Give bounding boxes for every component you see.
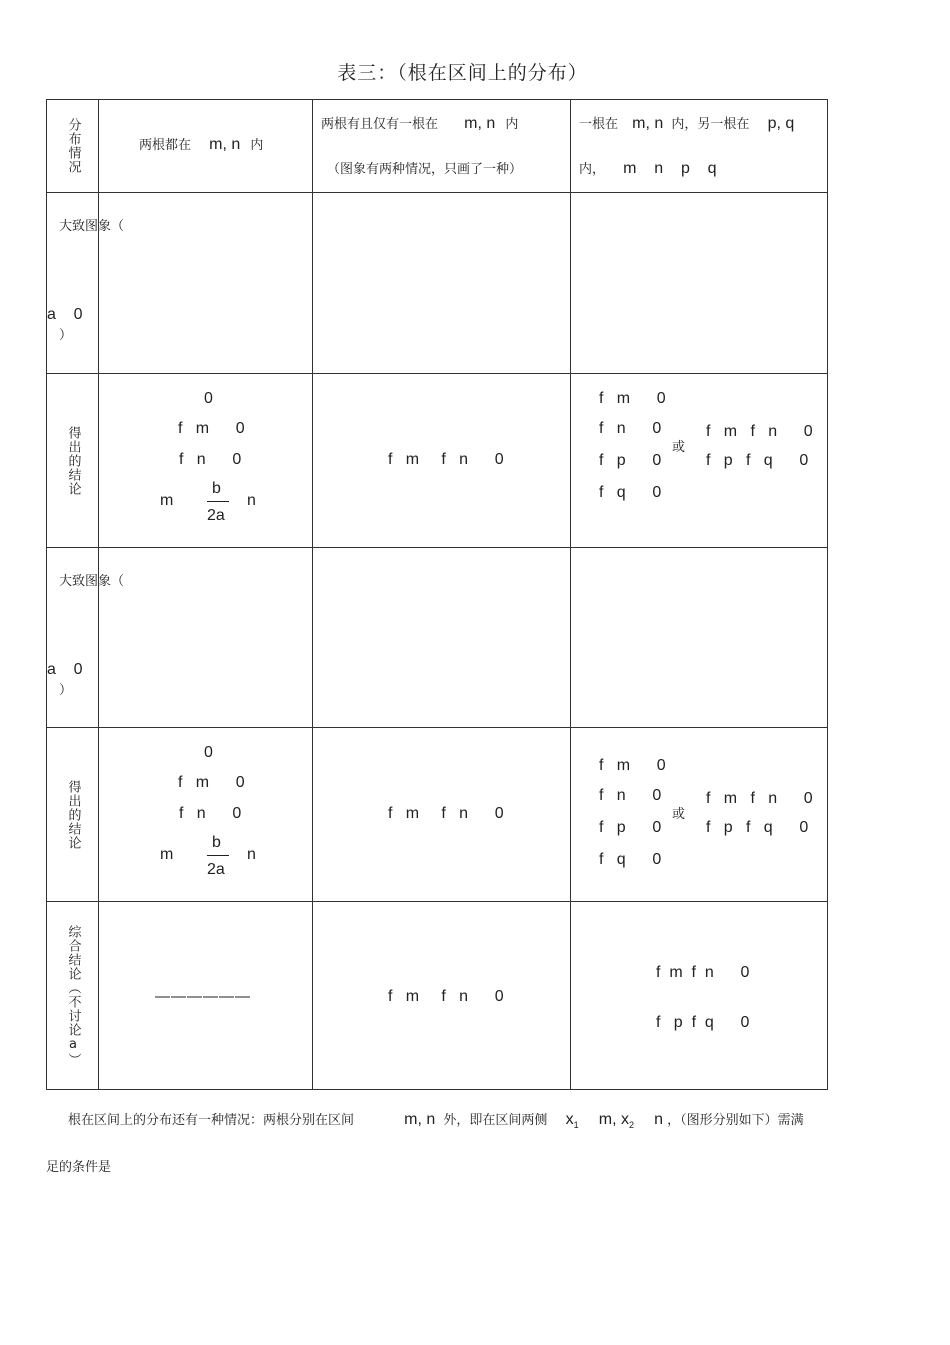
- fq-condition: f q 0: [599, 851, 662, 868]
- vertex-left-bound: m: [160, 492, 174, 509]
- header-one-in-line2: （图象有两种情况，只画了一种）: [327, 162, 523, 177]
- fn-condition: f n 0: [599, 420, 662, 437]
- summary-one-each: [571, 902, 828, 1090]
- graph-negative-close: ）: [59, 683, 73, 698]
- graph-row-negative: [47, 548, 828, 728]
- graph-positive-close: ）: [59, 328, 73, 343]
- graph-positive-one-each: [571, 193, 828, 374]
- conclusion-positive-label-cell: [47, 374, 99, 548]
- graph-positive-label: 大致图象（: [59, 219, 125, 234]
- conclusion-negative-label-cell: [47, 728, 99, 902]
- conclusion-row-negative: [47, 728, 828, 902]
- graph-negative-one-each: [571, 548, 828, 728]
- graph-positive-one-in: [313, 193, 571, 374]
- header-one-in-line1: 两根有且仅有一根在 m, n 内: [321, 115, 519, 132]
- page-title: 表三：（根在区间上的分布）: [337, 62, 588, 84]
- conclusion-positive-one-in: [313, 374, 571, 548]
- conclusion-negative-both-in: [99, 728, 313, 902]
- fp-condition: f p 0: [599, 452, 662, 469]
- delta-condition: 0: [204, 390, 213, 407]
- vertex-right-bound: n: [247, 492, 256, 509]
- delta-condition: 0: [204, 744, 213, 761]
- header-both-in-cell: [99, 100, 313, 193]
- conclusion-row-positive: [47, 374, 828, 548]
- conclusion-negative-one-each: [571, 728, 828, 902]
- header-one-each-line2: 内， m n p q: [579, 160, 717, 177]
- graph-negative-one-in: [313, 548, 571, 728]
- vertex-fraction-denominator: 2a: [207, 507, 225, 524]
- fm-condition: f m 0: [178, 774, 245, 791]
- vertex-right-bound: n: [247, 846, 256, 863]
- conclusion-negative-one-in: [313, 728, 571, 902]
- header-one-each-line1: 一根在 m, n 内，另一根在 p, q: [579, 115, 795, 132]
- summary-label-cell: [47, 902, 99, 1090]
- graph-negative-label: 大致图象（: [59, 574, 125, 589]
- product-pq-condition: f p f q 0: [706, 452, 809, 469]
- fraction-bar: [207, 855, 229, 856]
- footer-paragraph-line2: 足的条件是: [46, 1160, 112, 1175]
- fp-condition: f p 0: [599, 819, 662, 836]
- header-row: [47, 100, 828, 193]
- header-distribution-label: 分布情况: [65, 118, 81, 174]
- or-separator: 或: [672, 807, 686, 822]
- summary-both-in: [99, 902, 313, 1090]
- fq-condition: f q 0: [599, 484, 662, 501]
- fraction-bar: [207, 501, 229, 502]
- product-condition: f m f n 0: [388, 805, 504, 822]
- summary-one-in: [313, 902, 571, 1090]
- graph-negative-both-in: [99, 548, 313, 728]
- conclusion-positive-one-each: [571, 374, 828, 548]
- graph-negative-label-cell: [47, 548, 125, 728]
- header-one-in-cell: [313, 100, 571, 193]
- header-distribution-cell: [47, 100, 99, 193]
- header-both-in: 两根都在 m, n 内: [139, 136, 264, 153]
- vertex-left-bound: m: [160, 846, 174, 863]
- fm-condition: f m 0: [178, 420, 245, 437]
- product-condition: f m f n 0: [388, 451, 504, 468]
- fn-condition: f n 0: [179, 805, 242, 822]
- vertex-fraction-numerator: b: [212, 834, 221, 851]
- product-mn-condition: f m f n 0: [706, 790, 813, 807]
- summary-product-condition: f m f n 0: [388, 988, 504, 1005]
- graph-negative-condition: a 0: [47, 661, 83, 678]
- or-separator: 或: [672, 440, 686, 455]
- fn-condition: f n 0: [599, 787, 662, 804]
- root-distribution-table: [46, 99, 828, 1090]
- fm-condition: f m 0: [599, 390, 666, 407]
- fn-condition: f n 0: [179, 451, 242, 468]
- summary-not-applicable: ——————: [155, 988, 251, 1005]
- summary-product-pq: f p f q 0: [656, 1014, 750, 1031]
- summary-label: 综合结论（不讨论a）: [65, 924, 81, 1067]
- summary-product-mn: f m f n 0: [656, 964, 750, 981]
- fm-condition: f m 0: [599, 757, 666, 774]
- graph-positive-both-in: [99, 193, 313, 374]
- graph-row-positive: [47, 193, 828, 374]
- footer-paragraph-line1: 根在区间上的分布还有一种情况：两根分别在区间 m, n 外，即在区间两侧 $x_1$ m, $x_2$ n ，（图形分别如下）需满: [68, 1111, 804, 1131]
- graph-positive-label-cell: [47, 193, 125, 374]
- conclusion-negative-label: 得出的结论: [65, 779, 81, 850]
- graph-positive-condition: a 0: [47, 306, 83, 323]
- product-pq-condition: f p f q 0: [706, 819, 809, 836]
- summary-row: [47, 902, 828, 1090]
- conclusion-positive-both-in: [99, 374, 313, 548]
- vertex-fraction-denominator: 2a: [207, 861, 225, 878]
- product-mn-condition: f m f n 0: [706, 423, 813, 440]
- conclusion-positive-label: 得出的结论: [65, 425, 81, 496]
- vertex-fraction-numerator: b: [212, 480, 221, 497]
- header-one-each-cell: [571, 100, 828, 193]
